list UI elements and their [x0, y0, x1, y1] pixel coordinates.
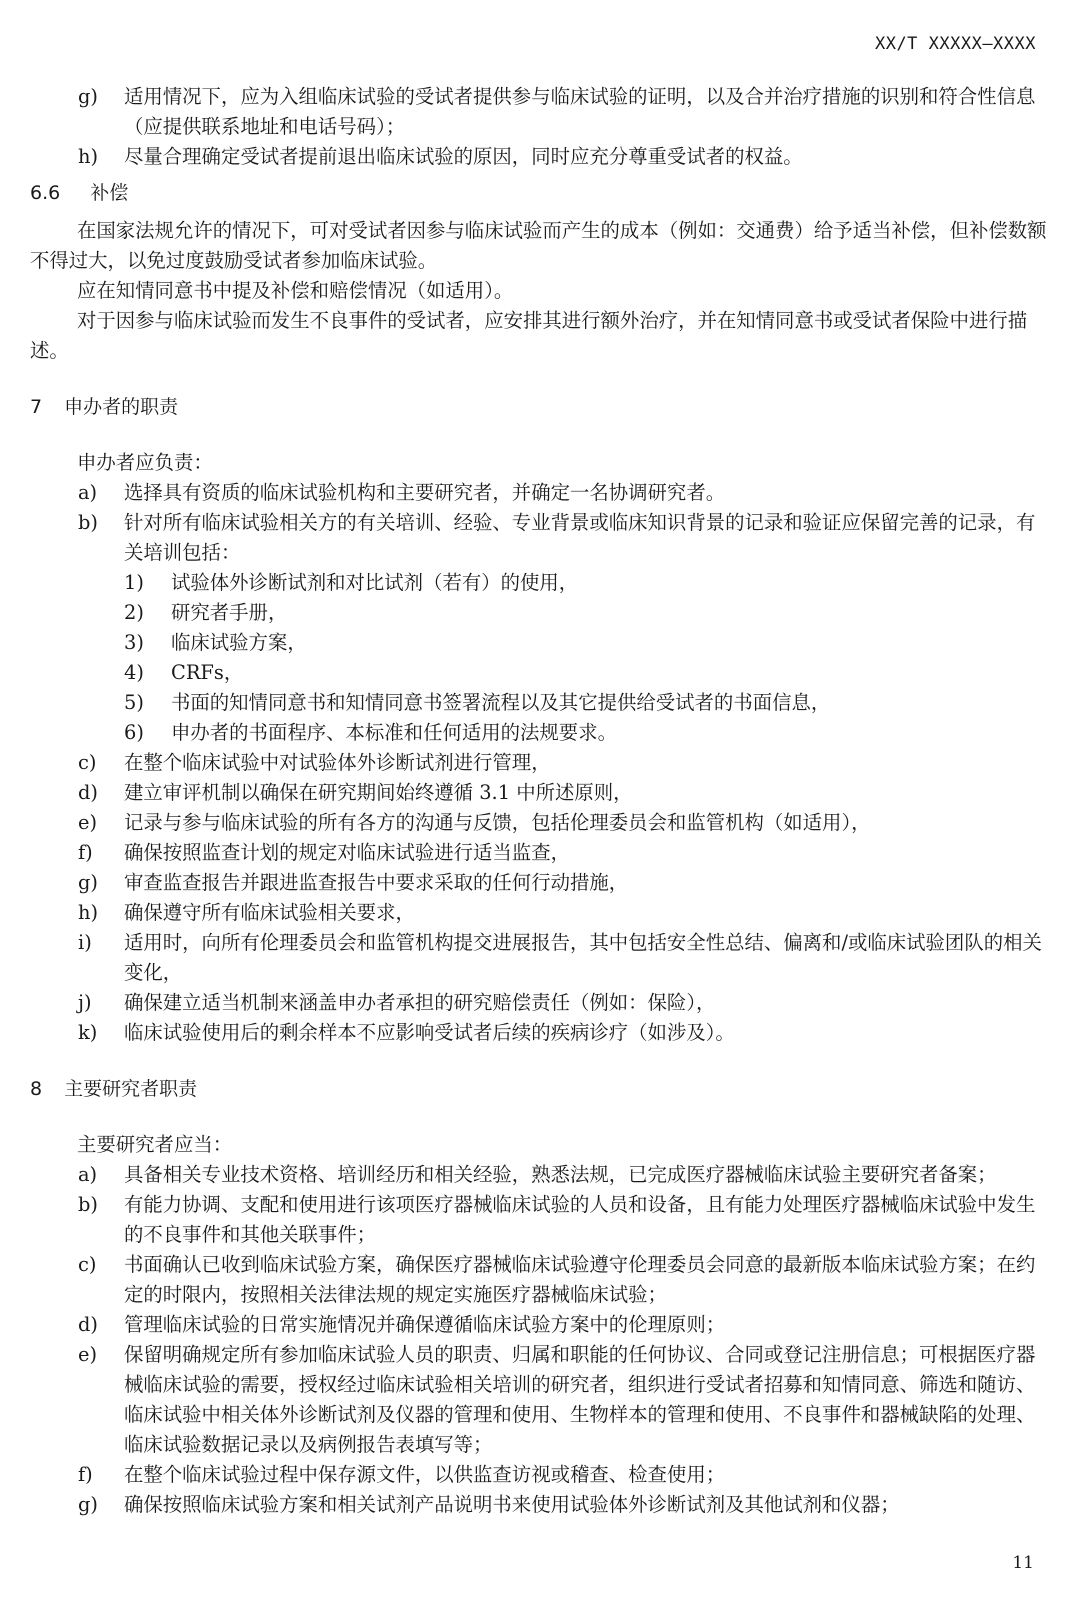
sub-list-item	[30, 688, 1052, 718]
list-marker: h)	[78, 145, 99, 168]
sub-list-text: 书面的知情同意书和知情同意书签署流程以及其它提供给受试者的书面信息，	[171, 691, 831, 714]
list-item	[30, 1018, 1052, 1048]
sub-list-marker: 3)	[124, 631, 144, 654]
section-number: 6.6	[30, 182, 61, 204]
sub-list-text: 研究者手册，	[171, 601, 288, 624]
section-intro: 主要研究者应当：	[77, 1133, 233, 1156]
list-text: 有能力协调、支配和使用进行该项医疗器械临床试验的人员和设备，且有能力处理医疗器械临床试验中发生的不良事件和其他关联事件；	[124, 1193, 1036, 1246]
sub-list-text: CRFs，	[171, 661, 244, 684]
sub-list-item	[30, 628, 1052, 658]
list-text: 书面确认已收到临床试验方案，确保医疗器械临床试验遵守伦理委员会同意的最新版本临床试验方案；在约定的时限内，按照相关法律法规的规定实施医疗器械临床试验；	[124, 1253, 1036, 1306]
section-number: 8	[30, 1078, 43, 1100]
sub-list-text: 试验体外诊断试剂和对比试剂（若有）的使用，	[171, 571, 579, 594]
sub-list-marker: 6)	[124, 721, 144, 744]
list-text: 保留明确规定所有参加临床试验人员的职责、归属和职能的任何协议、合同或登记注册信息；可根据医疗器械临床试验的需要，授权经过临床试验相关培训的研究者，组织进行受试者招募和知情同意、筛选和随访、临床试验中相关体外诊断试剂及仪器的管理和使用、生物样本的管理和使用、不良事件和器械缺陷的处理、临床试验数据记录以及病例报告表填写等；	[124, 1343, 1036, 1456]
list-marker: a)	[78, 481, 98, 504]
paragraph: 应在知情同意书中提及补偿和赔偿情况（如适用）。	[77, 279, 514, 302]
section-title: 补偿	[90, 182, 129, 204]
list-text: 管理临床试验的日常实施情况并确保遵循临床试验方案中的伦理原则；	[124, 1313, 726, 1336]
list-text: 选择具有资质的临床试验机构和主要研究者，并确定一名协调研究者。	[124, 481, 726, 504]
section-heading-6-6	[30, 178, 1052, 208]
page-number: 11	[1012, 1553, 1034, 1573]
list-text: 尽量合理确定受试者提前退出临床试验的原因，同时应充分尊重受试者的权益。	[124, 145, 803, 168]
list-marker: c)	[78, 1253, 97, 1276]
list-text: 审查监查报告并跟进监查报告中要求采取的任何行动措施，	[124, 871, 629, 894]
list-text: 适用时，向所有伦理委员会和监管机构提交进展报告，其中包括安全性总结、偏离和/或临床试验团队的相关变化，	[124, 931, 1042, 984]
list-marker: f)	[78, 841, 93, 864]
list-text: 确保建立适当机制来涵盖申办者承担的研究赔偿责任（例如：保险），	[124, 991, 716, 1014]
list-item	[30, 1250, 1052, 1310]
list-item	[30, 1160, 1052, 1190]
list-item	[30, 778, 1052, 808]
sub-list-item	[30, 568, 1052, 598]
list-text: 确保按照临床试验方案和相关试剂产品说明书来使用试验体外诊断试剂及其他试剂和仪器；	[124, 1493, 900, 1516]
sub-list-item	[30, 718, 1052, 748]
list-item	[30, 1310, 1052, 1340]
list-marker: d)	[78, 1313, 98, 1336]
list-item	[30, 928, 1052, 988]
list-text: 针对所有临床试验相关方的有关培训、经验、专业背景或临床知识背景的记录和验证应保留完善的记录，有关培训包括：	[124, 511, 1036, 564]
list-item	[30, 898, 1052, 928]
list-marker: g)	[78, 871, 98, 894]
list-marker: k)	[78, 1021, 98, 1044]
list-item	[30, 82, 1052, 142]
list-text: 建立审评机制以确保在研究期间始终遵循 3.1 中所述原则，	[124, 781, 633, 804]
section-intro: 申办者应负责：	[77, 451, 213, 474]
list-marker: g)	[78, 85, 98, 108]
list-text: 记录与参与临床试验的所有各方的沟通与反馈，包括伦理委员会和监管机构（如适用），	[124, 811, 871, 834]
list-marker: h)	[78, 901, 99, 924]
list-marker: i)	[78, 931, 92, 954]
list-item	[30, 1190, 1052, 1250]
list-marker: d)	[78, 781, 98, 804]
sub-list-item	[30, 598, 1052, 628]
list-item	[30, 838, 1052, 868]
sub-list-marker: 4)	[124, 661, 144, 684]
sub-list-marker: 2)	[124, 601, 144, 624]
list-item	[30, 868, 1052, 898]
section-heading-7	[30, 392, 1052, 422]
page-content	[30, 82, 1052, 1520]
list-marker: g)	[78, 1493, 98, 1516]
section-title: 申办者的职责	[64, 396, 179, 418]
list-text: 在整个临床试验过程中保存源文件，以供监查访视或稽查、检查使用；	[124, 1463, 726, 1486]
list-item	[30, 1460, 1052, 1490]
list-item	[30, 1340, 1052, 1460]
list-marker: f)	[78, 1463, 93, 1486]
list-text: 临床试验使用后的剩余样本不应影响受试者后续的疾病诊疗（如涉及）。	[124, 1021, 735, 1044]
list-marker: c)	[78, 751, 97, 774]
list-item	[30, 1490, 1052, 1520]
section-title: 主要研究者职责	[64, 1078, 198, 1100]
list-item	[30, 808, 1052, 838]
list-text: 确保遵守所有临床试验相关要求，	[124, 901, 415, 924]
list-marker: j)	[78, 991, 92, 1014]
list-text: 适用情况下，应为入组临床试验的受试者提供参与临床试验的证明，以及合并治疗措施的识别和符合性信息（应提供联系地址和电话号码）；	[124, 85, 1036, 138]
list-marker: a)	[78, 1163, 98, 1186]
list-text: 确保按照监查计划的规定对临床试验进行适当监查，	[124, 841, 570, 864]
sub-list-text: 申办者的书面程序、本标准和任何适用的法规要求。	[171, 721, 617, 744]
sub-list-marker: 1)	[124, 571, 144, 594]
list-text: 在整个临床试验中对试验体外诊断试剂进行管理，	[124, 751, 551, 774]
list-marker: b)	[78, 1193, 98, 1216]
list-item	[30, 508, 1052, 568]
paragraph: 对于因参与临床试验而发生不良事件的受试者，应安排其进行额外治疗，并在知情同意书或受试者保险中进行描述。	[30, 309, 1028, 362]
list-marker: e)	[78, 1343, 98, 1366]
list-item	[30, 478, 1052, 508]
list-text: 具备相关专业技术资格、培训经历和相关经验，熟悉法规，已完成医疗器械临床试验主要研究者备案；	[124, 1163, 997, 1186]
sub-list-item	[30, 658, 1052, 688]
paragraph: 在国家法规允许的情况下，可对受试者因参与临床试验而产生的成本（例如：交通费）给予适当补偿，但补偿数额不得过大，以免过度鼓励受试者参加临床试验。	[30, 219, 1047, 272]
list-item	[30, 748, 1052, 778]
standard-code: XX/T XXXXX—XXXX	[874, 34, 1036, 54]
list-item	[30, 142, 1052, 172]
list-marker: e)	[78, 811, 98, 834]
sub-list-text: 临床试验方案，	[171, 631, 307, 654]
section-heading-8	[30, 1074, 1052, 1104]
list-item	[30, 988, 1052, 1018]
list-marker: b)	[78, 511, 98, 534]
sub-list-marker: 5)	[124, 691, 144, 714]
section-number: 7	[30, 396, 43, 418]
